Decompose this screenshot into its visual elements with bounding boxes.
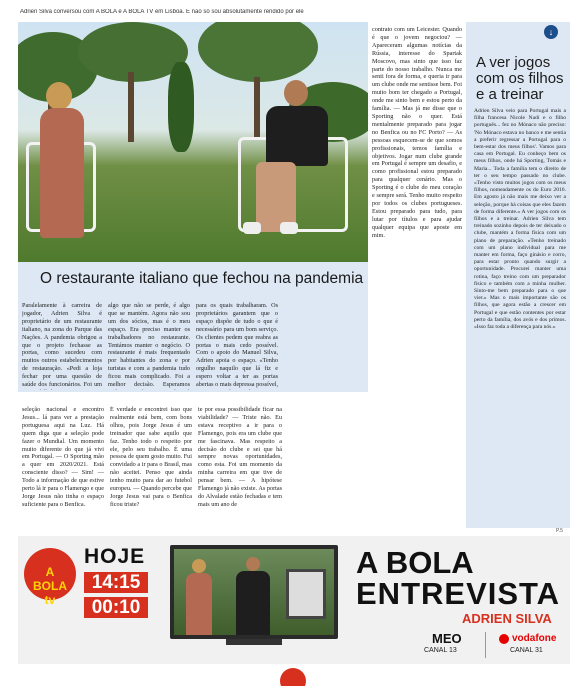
photo-caption: O restaurante italiano que fechou na pandemia <box>40 270 364 287</box>
photo-credit: ANTÓNIO AZEVEDO <box>2 26 7 65</box>
tv-stand <box>226 639 282 645</box>
page-number: P.5 <box>556 528 563 534</box>
interview-col-4: contrato com um Leicester. Quando é que o jovem negociou? — Apareceram algumas notícias da Rússia, interesse do Spartak Moscovo, mas sinto que isso faz parte do nosso trabalho. Nunca me senti fora de forma, e queria ir para um clube onde me sentisse bem. Foi muito bom ter chegado a Portugal, onde me sinto bem e estou perto da família. — Mas já me disse que o Sporting não o quer. Está mentalmente preparado para jogar no Benfica ou no FC Porto? — As pessoas esquecem-se de que somos profissionais, temos família e objetivos. Jogar num clube grande em Portugal é sempre um desafio, e como profissional estou preparado para qualquer cenário. Mas o Sporting é o clube do meu coração e sempre será. Tenho muito respeito por todos os clubes portugueses. Estou preparado para tudo, para lutar por títulos e para ajudar qualquer equipa que aposte em mim. <box>372 26 462 239</box>
sidebar-body: Adrien Silva veio para Portugal mais a filha francesa Nicole Nadi e o filho português... fez no Mónaco não preciso: 'No Mónaco estava no banco e me sentia a preferir regressar a Portugal para o bem-estar dos meus filhos'. Vamos para casa em Portugal. Eu conheço bem os meus filhos, onde há Sporting, Tomás e Maria... Toda a família tem o direito de ter o seu tempo passado no clube. «Tenho visto muitos jogos com os meus filhos, nomeadamente os do Euro 2016. Em agosto já não mais me deixo ver a seleção, porque há coisas que eles fazem de forma diferente.» A ver jogos com os filhos e a treinar. Adrien Silva tem treinado sozinho depois de ter deixado o clube, mantém a forma física com um plano de preparação. «Tenho treinado com um plano individual para me manter em forma, faço ginásio e corro, para estar pronto quando surgir a oportunidade. Procurei manter uma rotina, faço treino com um preparador físico e também com a minha mulher. Sinto-me bem preparado para o que vier.» Mas o mais importante são os filhos, que agora estão a crescer em Portugal e que estão contentes por estar perto da família, dos avós e dos primos. «Isso faz toda a diferença para nós.» <box>474 108 566 331</box>
abola-tv-logo-text: A BOLA tv <box>33 565 67 607</box>
sidebar-title: A ver jogos com os filhos e a treinar <box>476 54 564 103</box>
vodafone-icon <box>499 634 509 644</box>
vodafone-logo: vodafone <box>512 633 557 644</box>
ad-guest-name: ADRIEN SILVA <box>462 611 552 626</box>
tv-screen <box>174 549 334 635</box>
ad-time-1: 14:15 <box>84 572 148 593</box>
abola-footer-logo <box>280 668 306 686</box>
interview-photo <box>18 22 368 262</box>
ad-time-2: 00:10 <box>84 597 148 618</box>
ad-divider <box>485 632 486 658</box>
vodafone-channel: CANAL 31 <box>510 647 543 654</box>
restaurant-col-1: Paralelamente à carreira de jogador, Adrien Silva é proprietário de um restaurante italiano, na zona do Parque das Nações. A pandemia obrigou a que o projeto fechasse as portas, como sucedeu com muitos outros estabelecimentos de restauração. «Pedi a loja fechar por uma questão de saúde dos funcionários. Foi um <box>22 302 102 389</box>
restaurant-col-2: algo que não se perde, é algo que se mantém. Agora não sou um dos sócios, mas é o meu espaço. Era preciso manter os trabalhadores no restaurante. Tentámos manter o negócio. O restaurante é mais frequentado por habitantes do zona e por turistas e com a pandemia tudo ficou mais complicado. Foi a melhor decisão. Esperamos <box>108 302 190 389</box>
restaurant-col-3: para os quais trabalharam. Os proprietários garantem que o espaço dispõe de tudo o que é necessário para um bom serviço. Os clientes pedem que reabra as portas o mais cedo possível. Com o apoio do Manuel Silva, Adrien apoia o espaço. «Tenho orgulho naquilo que lá fiz e espero voltar a ter as portas abertas o mais depressa possível, <box>196 302 278 389</box>
meo-channel: CANAL 13 <box>424 647 457 654</box>
interview-col-1: seleção nacional e encontro Jesus... lá para ver a prestação portuguesa aqui na Luz. Há quem diga que a seleção pode fazer o Mundial. Um momento muito diferente do que já vivi em Portugal. — O Sporting mão a quer em 2020/2021. Está consciente disso? — Sim! — Todo a informação de que estive perto lá ir para o Flamengo e que Jorge Jesus não tinha o espaço suficiente para o Benfica. <box>22 406 104 508</box>
ad-title-abola: A BOLA <box>356 545 474 580</box>
interview-col-3: te por essa possibilidade ficar na viabilidade? — Triste não. Eu estava receptivo a ir para o Flamengo, pois era um clube que me fascinava. Mas respeito a decisão do clube e sei que há sempre novas oportunidades, como esta. Foi um momento da minha carreira em que tive de pensar bem. — A hipótese Flamengo já não existe. As portas do Alvalade estão fechadas e tem mais um ano de <box>198 406 282 508</box>
meo-logo: MEO <box>432 631 462 646</box>
interview-col-2: É verdade e encontrei isso que realmente está bem, com bons olhos, pois Jorge Jesus é um treinador que sabe aquilo que faz. Tenho todo o respeito por ele, pelo seu trabalho. É uma pessoa de quem gosto muito. Fui convidado a ir para o Brasil, mas não aceitei. Penso que ainda tenho muito para dar ao futebol europeu. — Quando percebe que Jorge Jesus vai para o Benfica ficou triste? <box>110 406 192 508</box>
ad-title-entrevista: ENTREVISTA <box>356 576 561 611</box>
header-strip: Adrien Silva conversou com A BOLA e A BOLA TV em Lisboa. E não só sou absolutamente rendido por ele <box>20 9 304 15</box>
ad-today-label: HOJE <box>84 545 146 568</box>
arrow-down-icon: ↓ <box>544 25 558 39</box>
